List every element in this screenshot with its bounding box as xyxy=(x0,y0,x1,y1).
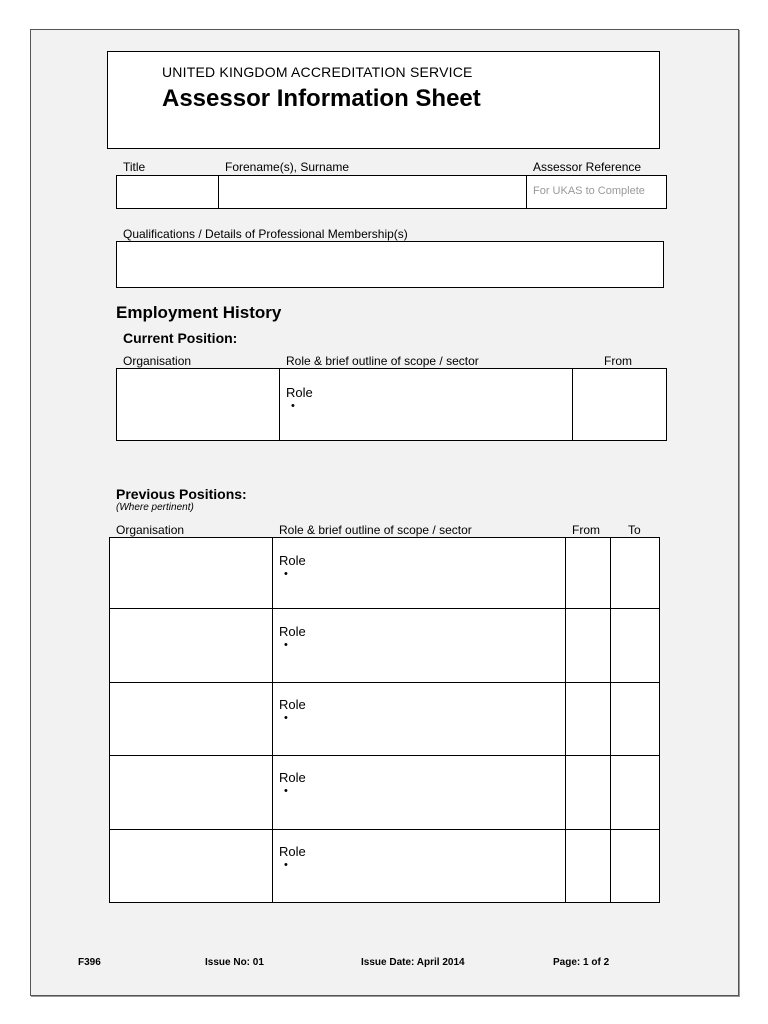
previous-from-field[interactable] xyxy=(566,538,610,608)
current-from-field[interactable] xyxy=(573,369,666,440)
current-role-field[interactable] xyxy=(280,369,572,440)
role-label: Role xyxy=(279,844,306,859)
current-organisation-field[interactable] xyxy=(117,369,279,440)
previous-organisation-field[interactable] xyxy=(110,538,272,608)
reference-placeholder: For UKAS to Complete xyxy=(533,185,645,197)
bullet-point: • xyxy=(284,712,288,724)
previous-from-field[interactable] xyxy=(566,609,610,682)
previous-to-field[interactable] xyxy=(611,609,659,682)
previous-col-role: Role & brief outline of scope / sector xyxy=(279,523,472,537)
role-label: Role xyxy=(279,697,306,712)
previous-to-field[interactable] xyxy=(611,683,659,755)
current-col-from: From xyxy=(604,354,632,368)
previous-role-field[interactable] xyxy=(273,830,565,902)
reference-field[interactable] xyxy=(527,176,666,208)
previous-role-field[interactable] xyxy=(273,609,565,682)
previous-col-to: To xyxy=(628,523,641,537)
name-label: Forename(s), Surname xyxy=(225,160,350,174)
current-col-role: Role & brief outline of scope / sector xyxy=(286,354,479,368)
qualifications-field[interactable] xyxy=(116,241,664,288)
previous-organisation-field[interactable] xyxy=(110,830,272,902)
issue-date: Issue Date: April 2014 xyxy=(361,957,465,968)
document-title: Assessor Information Sheet xyxy=(162,85,481,112)
previous-positions-table xyxy=(109,537,660,903)
previous-positions-note: (Where pertinent) xyxy=(116,502,194,513)
issue-number: Issue No: 01 xyxy=(205,957,264,968)
form-code: F396 xyxy=(78,957,101,968)
bullet-point: • xyxy=(284,639,288,651)
page-number: Page: 1 of 2 xyxy=(553,957,610,968)
previous-role-field[interactable] xyxy=(273,683,565,755)
identity-table xyxy=(116,175,667,209)
previous-positions-heading: Previous Positions: xyxy=(116,486,247,502)
role-label: Role xyxy=(279,770,306,785)
previous-from-field[interactable] xyxy=(566,830,610,902)
bullet-point: • xyxy=(284,785,288,797)
organisation-name: UNITED KINGDOM ACCREDITATION SERVICE xyxy=(162,64,473,80)
header-box xyxy=(107,51,660,149)
previous-from-field[interactable] xyxy=(566,683,610,755)
previous-organisation-field[interactable] xyxy=(110,609,272,682)
bullet-point: • xyxy=(291,400,295,412)
bullet-point: • xyxy=(284,568,288,580)
previous-organisation-field[interactable] xyxy=(110,683,272,755)
role-label: Role xyxy=(279,624,306,639)
previous-organisation-field[interactable] xyxy=(110,756,272,829)
current-col-organisation: Organisation xyxy=(123,354,192,368)
previous-col-organisation: Organisation xyxy=(116,523,185,537)
previous-role-field[interactable] xyxy=(273,538,565,608)
previous-from-field[interactable] xyxy=(566,756,610,829)
reference-label: Assessor Reference xyxy=(533,160,642,174)
previous-col-from: From xyxy=(572,523,600,537)
employment-history-heading: Employment History xyxy=(116,303,282,322)
previous-to-field[interactable] xyxy=(611,538,659,608)
previous-to-field[interactable] xyxy=(611,756,659,829)
bullet-point: • xyxy=(284,859,288,871)
title-field[interactable] xyxy=(117,176,218,208)
previous-role-field[interactable] xyxy=(273,756,565,829)
role-label: Role xyxy=(286,385,313,400)
name-field[interactable] xyxy=(219,176,526,208)
title-label: Title xyxy=(123,160,146,174)
previous-to-field[interactable] xyxy=(611,830,659,902)
current-position-table xyxy=(116,368,667,441)
role-label: Role xyxy=(279,553,306,568)
current-position-heading: Current Position: xyxy=(123,330,238,346)
qualifications-label: Qualifications / Details of Professional Membership(s) xyxy=(123,227,408,241)
